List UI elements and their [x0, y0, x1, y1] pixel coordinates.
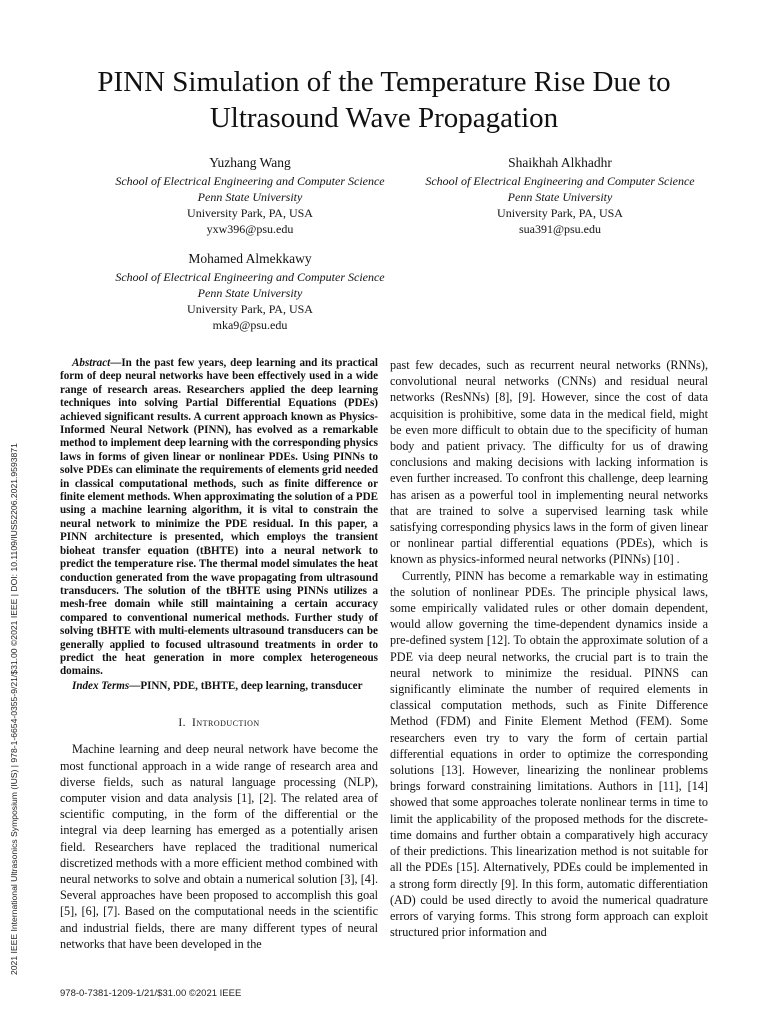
author-university: Penn State University [197, 286, 303, 300]
author-block-3 [60, 251, 440, 333]
right-column [390, 357, 708, 940]
author-email: yxw396@psu.edu [206, 222, 294, 236]
author-location: University Park, PA, USA [187, 206, 313, 220]
author-location: University Park, PA, USA [187, 302, 313, 316]
abstract-dash: — [110, 357, 122, 369]
author-affiliation: School of Electrical Engineering and Computer Science [115, 174, 385, 188]
index-terms-label: Index Terms [72, 679, 130, 692]
index-terms-dash: — [129, 679, 141, 692]
intro-paragraph-1-continued: past few decades, such as recurrent neural networks (RNNs), convolutional neural networks (CNNs) and residual neural networks (ResNNs) [8], [9]. However, since the cost of data acquisition is prohibitive, some data in the medical field, might be even more difficult to obtain due to the specificity of human body and patient privacy. The difficulty for us of drawing conclusions and making decisions with lacking information is even further increased. To confront this challenge, deep learning has arisen as a powerful tool in implementing neural networks that are trained to solve a supervised learning task while satisfying corresponding physics laws in the form of given linear or nonlinear partial differential equations (PDEs), which is known as physics-informed neural networks (PINNs) [10] . [390, 358, 708, 567]
author-block-2 [400, 155, 720, 237]
author-affiliation: School of Electrical Engineering and Computer Science [425, 174, 695, 188]
author-location: University Park, PA, USA [497, 206, 623, 220]
index-terms-text: PINN, PDE, tBHTE, deep learning, transducer [140, 679, 363, 692]
index-terms [60, 680, 378, 693]
paper-title: PINN Simulation of the Temperature Rise Due to Ultrasound Wave Propagation [97, 66, 671, 134]
author-block-1 [60, 155, 440, 237]
intro-paragraph-1: Machine learning and deep neural network have become the most functional approach in a wide range of research area and diverse fields, such as natural language processing (NLP), computer vision and data analysis [1], [2]. The related area of scientific computing, in the form of the differential or the integral via deep learning has emerged as a potentially arisen field. Researchers have replaced the traditional numerical discretized methods with a more efficient method combined with neural networks to solve and obtain a numerical solution [3], [4]. Several approaches have been proposed to accomplish this goal [5], [6], [7]. Based on the computational needs in the scientific and industrial fields, there are many different types of neural networks that have been developed in the [60, 742, 378, 951]
page-footer: 978-0-7381-1209-1/21/$31.00 ©2021 IEEE [60, 988, 242, 999]
author-affiliation: School of Electrical Engineering and Computer Science [115, 270, 385, 284]
section-number: I. [178, 717, 187, 730]
abstract-label: Abstract [72, 357, 111, 369]
doi-sideline: 2021 IEEE International Ultrasonics Symposium (IUS) | 978-1-6654-0355-9/21/$31.00 ©2021 IEEE | DOI: 10.1109/IUS52206.2021.9593871 [9, 443, 19, 975]
section-title: Introduction [192, 717, 260, 730]
abstract-text: In the past few years, deep learning and its practical form of deep neural networks have been effectively used in a wide range of research areas. Researchers applied the deep learning techniques into solving Partial Differential Equations (PDEs) achieved significant results. A current approach known as Physics-Informed Neural Network (PINN), has evolved as a remarkable method to implement deep learning with the corresponding physics laws in forms of given linear or nonlinear PDEs. Using PINNs to solve PDEs can eliminate the requirements of elements grid needed in classical computational methods, such as finite difference or finite element methods. When approximating the solution of a PDE using a machine learning algorithm, it is vital to constrain the neural network to minimize the PDE residual. In this paper, a PINN architecture is presented, which employs the transient bioheat transfer equation (tBHTE) into a neural network to predict the temperature rise. The thermal model simulates the heat conduction generated from the wave propagating from ultrasound transducers. The solution of the tBHTE using PINNs utilizes a mesh-free domain while still maintaining a certain accuracy compared to conventional numerical methods. Further study of solving tBHTE with multi-elements ultrasound transducers can be generally applied to focused ultrasound treatments in order to predict the heat generation in more complex heterogeneous domains. [60, 357, 378, 678]
author-name: Mohamed Almekkawy [188, 251, 312, 266]
intro-paragraph-2: Currently, PINN has become a remarkable way in estimating the solution of nonlinear PDEs. The principle physical laws, some empirically validated rules or other domain dependent, would allow governing the time-dependent dynamics inside a pre-defined system [12]. To obtain the approximate solution of a PDE via deep neural networks, the crucial part is to train the neural network to minimize the residual. PINNS can significantly eliminate the number of required elements in classical computation methods, such as Finite Difference Method (FDM) and Finite Element Method (FEM). Some researchers even try to vary the form of certain partial differential equations in order to optimize the corresponding solutions [13]. However, linearizing the nonlinear problems brings forward constraining limitations. Authors in [11], [14] showed that some approaches tolerate nonlinear terms in time to limit the applicability of the proposed methods for the discrete-time domains and further obtain a comparatively high accuracy of their predictions. This linearization method is not suitable for all the PDEs [15]. Alternatively, PDEs could be implemented in a strong form directly [9]. In this form, automatic differentiation (AD) could be used directly to avoid the numerical quadrature errors of varying forms. This strong form approach can exploit structured prior information and [390, 568, 708, 940]
author-name: Yuzhang Wang [209, 155, 291, 170]
author-university: Penn State University [507, 190, 613, 204]
section-heading [60, 715, 378, 731]
author-name: Shaikhah Alkhadhr [508, 155, 612, 170]
author-email: mka9@psu.edu [212, 318, 288, 332]
author-university: Penn State University [197, 190, 303, 204]
left-column [60, 357, 378, 952]
author-email: sua391@psu.edu [518, 222, 602, 236]
abstract [60, 357, 378, 679]
